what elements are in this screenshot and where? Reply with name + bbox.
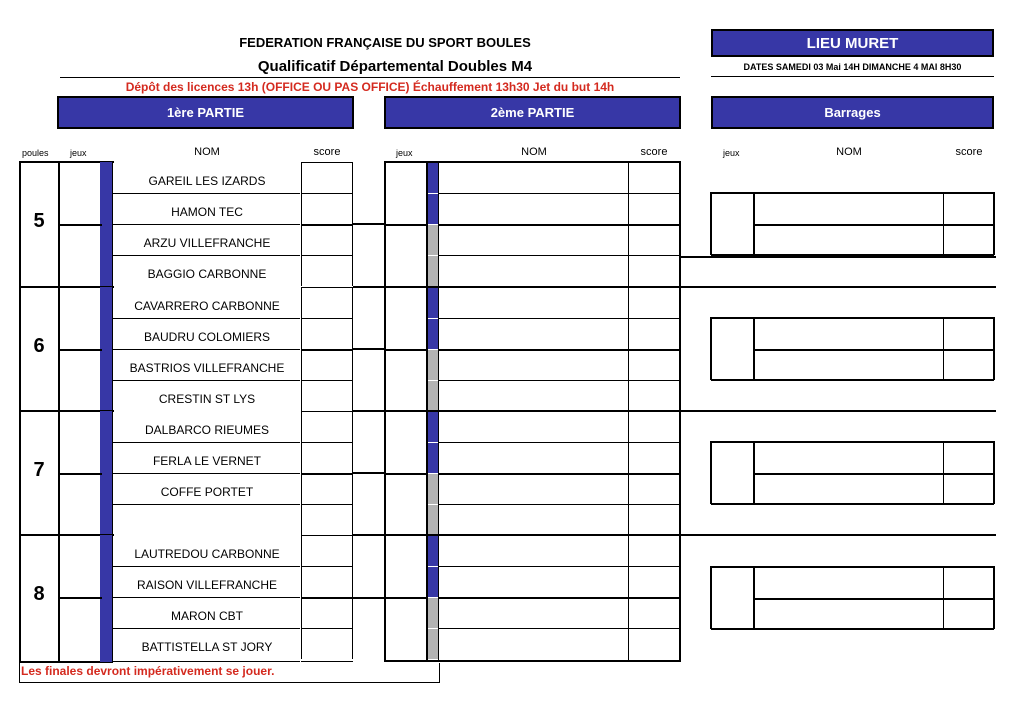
competition-title: Qualificatif Départemental Doubles M4	[257, 58, 533, 75]
team-name: DALBARCO RIEUMES	[144, 423, 270, 437]
dates-info: DATES SAMEDI 03 Mai 14H DIMANCHE 4 MAI 8H30	[743, 62, 962, 72]
connector-line	[353, 286, 384, 288]
phase-header-first	[57, 96, 354, 129]
barrage-poule-separator	[681, 256, 996, 258]
score-row-line	[301, 442, 353, 443]
second-name-area[interactable]	[440, 287, 628, 411]
team-row-line	[112, 380, 300, 381]
second-jeux-mid	[384, 473, 428, 475]
second-marker-cell	[428, 536, 438, 566]
second-jeux-mid	[384, 224, 428, 226]
second-marker-cell	[428, 598, 438, 628]
team-name: MARON CBT	[171, 609, 243, 623]
score-bottom-line	[301, 661, 353, 662]
jeux-mid-line	[58, 597, 102, 599]
team-name: CRESTIN ST LYS	[158, 392, 256, 406]
team-name: GAREIL LES IZARDS	[148, 174, 266, 188]
second-marker-cell	[428, 288, 438, 318]
second-marker-cell	[428, 256, 438, 286]
barrage-left	[710, 566, 712, 629]
score-row-line	[301, 224, 353, 226]
col-header-nom-3: NOM	[836, 146, 862, 158]
connector-line	[353, 597, 384, 599]
col-header-jeux-2: jeux	[396, 148, 413, 158]
score-cell[interactable]	[301, 162, 353, 193]
second-marker-cell	[428, 163, 438, 193]
second-marker-cell	[428, 319, 438, 349]
score-cell[interactable]	[301, 318, 353, 349]
score-row-line	[301, 504, 353, 505]
poule-number: 5	[33, 210, 45, 232]
second-marker-cell	[428, 629, 438, 659]
team-name: BAGGIO CARBONNE	[147, 267, 267, 281]
score-cell[interactable]	[301, 380, 353, 411]
jeux-mid-line	[58, 473, 102, 475]
score-cell[interactable]	[301, 349, 353, 380]
lieu-label: LIEU MURET	[806, 34, 899, 52]
second-name-area[interactable]	[440, 535, 628, 659]
score-cell[interactable]	[301, 411, 353, 442]
second-marker-cell	[428, 350, 438, 380]
barrage-poule-separator	[681, 410, 996, 412]
score-cell[interactable]	[301, 193, 353, 224]
score-row-line	[301, 349, 353, 351]
col-header-score-3: score	[955, 146, 983, 158]
poule-number: 6	[33, 335, 45, 357]
dates-underline	[711, 76, 994, 77]
connector-line	[353, 223, 384, 225]
team-name: LAUTREDOU CARBONNE	[134, 547, 280, 561]
score-cell[interactable]	[301, 597, 353, 628]
team-row-line	[112, 504, 300, 505]
phase-first-label: 1ère PARTIE	[166, 105, 245, 120]
score-top-line	[301, 162, 353, 163]
score-cell[interactable]	[301, 504, 353, 535]
score-row-line	[301, 566, 353, 567]
barrage-name-area[interactable]	[755, 567, 943, 629]
team-row-line	[112, 318, 300, 319]
col-header-nom-2: NOM	[521, 146, 547, 158]
team-name: BAUDRU COLOMIERS	[143, 330, 271, 344]
connector-line	[353, 348, 384, 350]
score-row-line	[301, 473, 353, 475]
team-row-line	[112, 255, 300, 256]
second-name-area[interactable]	[440, 162, 628, 286]
phase-header-second	[384, 96, 681, 129]
barrage-score-area[interactable]	[944, 318, 993, 380]
team-name: CAVARRERO CARBONNE	[134, 299, 280, 313]
poule-number: 8	[33, 583, 45, 605]
barrage-score-area[interactable]	[944, 442, 993, 504]
phase-second-label: 2ème PARTIE	[490, 105, 575, 120]
score-cell[interactable]	[301, 473, 353, 504]
second-name-area[interactable]	[440, 411, 628, 535]
score-top-line	[301, 411, 353, 412]
score-cell[interactable]	[301, 287, 353, 318]
second-marker-cell	[428, 443, 438, 473]
poule-number: 7	[33, 459, 45, 481]
team-row-line	[112, 473, 300, 474]
col-header-poules: poules	[22, 148, 49, 158]
barrage-name-area[interactable]	[755, 193, 943, 255]
col-header-score-1: score	[313, 146, 341, 158]
col-header-jeux-3: jeux	[723, 148, 740, 158]
title-underline	[60, 77, 680, 78]
barrage-score-area[interactable]	[944, 567, 993, 629]
team-name: RAISON VILLEFRANCHE	[136, 578, 278, 592]
score-cell[interactable]	[301, 442, 353, 473]
score-row-line	[301, 318, 353, 319]
barrage-poule-separator	[681, 534, 996, 536]
second-marker-cell	[428, 505, 438, 535]
second-marker-cell	[428, 567, 438, 597]
second-border-bottom	[384, 660, 681, 662]
score-cell[interactable]	[301, 628, 353, 659]
jeux-mid-line	[58, 224, 102, 226]
score-top-line	[301, 287, 353, 288]
score-row-line	[301, 597, 353, 599]
phase-barrages-label: Barrages	[824, 105, 881, 120]
barrage-poule-separator	[681, 286, 996, 288]
barrage-name-area[interactable]	[755, 442, 943, 504]
second-marker-cell	[428, 381, 438, 411]
score-cell[interactable]	[301, 255, 353, 286]
jeux-mid-line	[58, 349, 102, 351]
team-row-line	[112, 224, 300, 225]
team-name: BASTRIOS VILLEFRANCHE	[129, 361, 285, 375]
schedule-info: Dépôt des licences 13h (OFFICE OU PAS OFFICE) Échauffement 13h30 Jet du but 14h	[125, 80, 615, 94]
barrage-name-area[interactable]	[755, 318, 943, 380]
second-marker-cell	[428, 194, 438, 224]
team-name: COFFE PORTET	[160, 485, 254, 499]
team-name: ARZU VILLEFRANCHE	[143, 236, 271, 250]
team-row-line	[112, 193, 300, 194]
phase-header-barrages	[711, 96, 994, 129]
barrage-left	[710, 192, 712, 255]
second-marker-cell	[428, 412, 438, 442]
connector-line	[353, 534, 384, 536]
score-row-line	[301, 628, 353, 629]
team-row-line	[112, 566, 300, 567]
col-header-nom-1: NOM	[194, 146, 220, 158]
footer-note: Les finales devront impérativement se jouer.	[19, 663, 440, 683]
score-row-line	[301, 255, 353, 256]
team-name: FERLA LE VERNET	[152, 454, 262, 468]
team-row-line	[112, 597, 300, 598]
second-jeux-mid	[384, 349, 428, 351]
score-cell[interactable]	[301, 535, 353, 566]
team-row-line	[112, 661, 300, 662]
score-row-line	[301, 380, 353, 381]
connector-line	[353, 410, 384, 412]
col-header-score-2: score	[640, 146, 668, 158]
lieu-box	[711, 29, 994, 57]
col-header-jeux-1: jeux	[70, 148, 87, 158]
team-row-line	[112, 442, 300, 443]
barrage-score-area[interactable]	[944, 193, 993, 255]
team-name: BATTISTELLA ST JORY	[141, 640, 273, 654]
barrage-left	[710, 317, 712, 380]
score-cell[interactable]	[301, 224, 353, 255]
connector-line	[353, 472, 384, 474]
team-row-line	[112, 349, 300, 350]
second-jeux-mid	[384, 597, 428, 599]
second-marker-cell	[428, 225, 438, 255]
team-row-line	[112, 628, 300, 629]
federation-title: FEDERATION FRANÇAISE DU SPORT BOULES	[239, 35, 531, 50]
barrage-left	[710, 441, 712, 504]
second-marker-cell	[428, 474, 438, 504]
score-top-line	[301, 535, 353, 536]
marker-edge	[112, 535, 113, 662]
score-cell[interactable]	[301, 566, 353, 597]
team-name: HAMON TEC	[171, 205, 243, 219]
score-row-line	[301, 193, 353, 194]
